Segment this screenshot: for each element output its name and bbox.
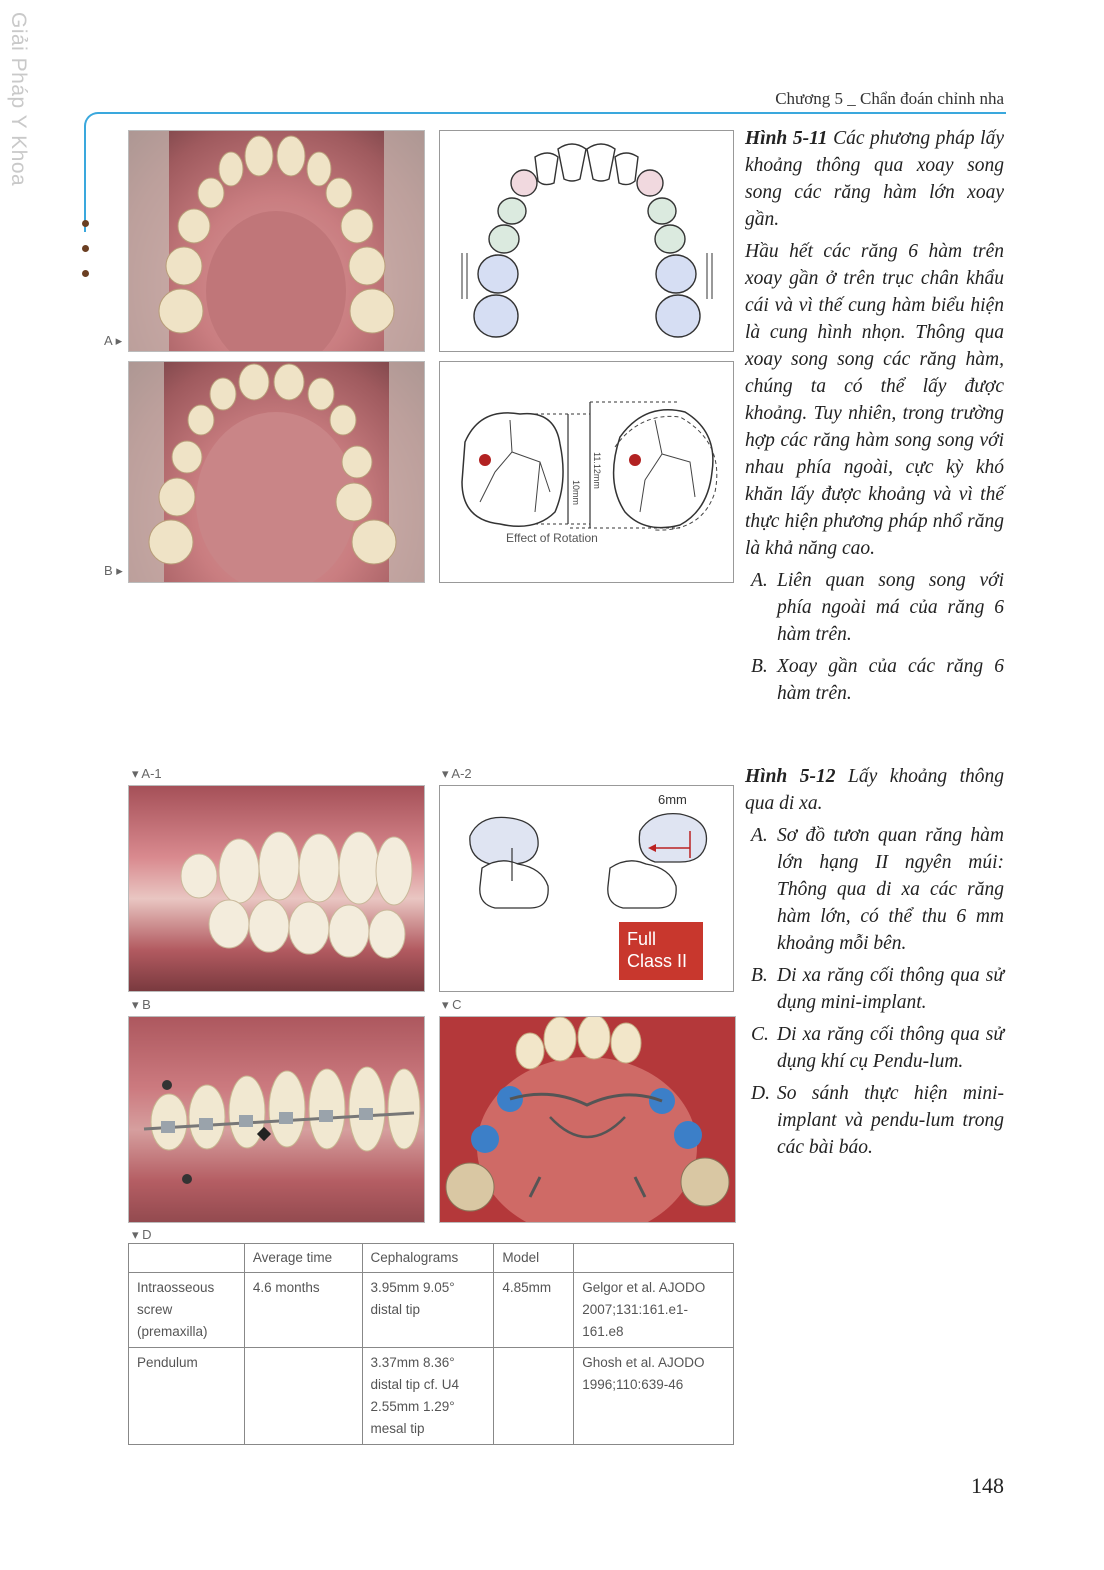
- caption-5-11-title: Hình 5-11: [745, 128, 828, 149]
- header-rule-curve: [84, 112, 100, 232]
- table-row: [129, 1273, 734, 1348]
- panel-label-a2: ▾ A-2: [442, 766, 472, 781]
- diagram-5-12-a2: [439, 785, 734, 992]
- table-cell-model: [494, 1348, 574, 1445]
- panel-label-a1: ▾ A-1: [132, 766, 162, 781]
- bullet-dot: [82, 270, 89, 277]
- table-header-cell: [129, 1244, 245, 1273]
- caption-5-11-body: Hầu hết các răng 6 hàm trên xoay gần ở trên trục chân khẩu cái và vì thế cung hàm biểu hiện là cung hình nhọn. Thông qua xoay song song các răng hàm, chúng ta có thể lấy được khoảng. Tuy nhiên, trong trường hợp các răng hàm song song với nhau phía ngoài, cực kỳ khó khăn lấy được khoảng và vì thế thực hiện phương pháp nhổ răng là khả năng cao.: [745, 241, 1004, 559]
- measure-label-10mm: 10mm: [571, 480, 581, 506]
- photo-5-12-a1: [128, 785, 425, 992]
- caption-5-11: [745, 125, 1004, 712]
- photo-5-12-b: [128, 1016, 425, 1223]
- table-header-row: [129, 1244, 734, 1273]
- table-cell-ref: Ghosh et al. AJODO 1996;110:639-46: [574, 1348, 734, 1445]
- panel-label-c: ▾ C: [442, 997, 462, 1012]
- table-cell-ceph: 3.37mm 8.36° distal tip cf. U4 2.55mm 1.29° mesal tip: [362, 1348, 494, 1445]
- header-rule: [98, 112, 1006, 114]
- table-cell-method: Pendulum: [129, 1348, 245, 1445]
- distance-label: 6mm: [658, 792, 687, 807]
- bullet-dot: [82, 245, 89, 252]
- lateral-teeth-photo-icon: [129, 786, 424, 991]
- caption-5-12: [745, 763, 1004, 1166]
- caption-5-11-item: A. Liên quan song song với phía ngoài má của răng 6 hàm trên.: [751, 570, 1004, 645]
- table-header-cell: [574, 1244, 734, 1273]
- table-cell-time: [244, 1348, 362, 1445]
- effect-of-rotation-label: Effect of Rotation: [506, 531, 598, 545]
- diagram-5-11-b: [439, 361, 734, 583]
- pendulum-appliance-photo-icon: [440, 1017, 735, 1222]
- panel-label-b: ▾ B: [132, 997, 151, 1012]
- diagram-5-11-a: [439, 130, 734, 352]
- caption-5-12-title-text: Lấy khoảng thông qua di xa.: [745, 766, 1005, 814]
- table-cell-method: Intraosseous screw (premaxilla): [129, 1273, 245, 1348]
- rotation-diagram-icon: [440, 362, 733, 582]
- caption-5-11-title-text: Các phương pháp lấy khoảng thông qua xoay song song các răng hàm lớn xoay gần.: [745, 128, 1004, 230]
- measure-label-11mm: 11.12mm: [592, 452, 602, 489]
- upper-arch-photo-icon: [129, 131, 424, 351]
- upper-arch-photo-icon: [129, 362, 424, 582]
- panel-label-d: ▾ D: [132, 1227, 152, 1242]
- table-header-cell: Average time: [244, 1244, 362, 1273]
- arch-diagram-icon: [440, 131, 733, 351]
- table-cell-model: 4.85mm: [494, 1273, 574, 1348]
- caption-5-12-item: D. So sánh thực hiện mini-implant và pendu-lum trong các bài báo.: [751, 1083, 1004, 1158]
- table-row: [129, 1348, 734, 1445]
- caption-5-12-item: C. Di xa răng cối thông qua sử dụng khí cụ Pendu-lum.: [751, 1024, 1004, 1072]
- photo-5-11-a: [128, 130, 425, 352]
- caption-5-12-item: A. Sơ đồ tươn quan răng hàm lớn hạng II ngyên múi: Thông qua di xa các răng hàm lớn, có thể thu 6 mm khoảng mỗi bên.: [751, 825, 1004, 954]
- caption-5-12-item: B. Di xa răng cối thông qua sử dụng mini-implant.: [751, 965, 1004, 1013]
- panel-label-b: B ▸: [104, 563, 123, 578]
- panel-label-a: A ▸: [104, 333, 123, 348]
- sidebar-title: Giải Pháp Y Khoa: [7, 12, 30, 187]
- table-header-cell: Model: [494, 1244, 574, 1273]
- caption-5-12-title: Hình 5-12: [745, 766, 836, 787]
- photo-5-11-b: [128, 361, 425, 583]
- photo-5-12-c: [439, 1016, 736, 1223]
- table-cell-time: 4.6 months: [244, 1273, 362, 1348]
- caption-5-11-item: B. Xoay gần của các răng 6 hàm trên.: [751, 656, 1004, 704]
- braces-photo-icon: [129, 1017, 424, 1222]
- table-cell-ref: Gelgor et al. AJODO 2007;131:161.e1-161.e8: [574, 1273, 734, 1348]
- comparison-table: [128, 1243, 734, 1445]
- bullet-dot: [82, 220, 89, 227]
- page-number: 148: [971, 1473, 1004, 1498]
- table-header-cell: Cephalograms: [362, 1244, 494, 1273]
- chapter-header: Chương 5 _ Chẩn đoán chỉnh nha: [775, 89, 1004, 108]
- table-cell-ceph: 3.95mm 9.05° distal tip: [362, 1273, 494, 1348]
- full-class-ii-badge: Full Class II: [619, 922, 703, 980]
